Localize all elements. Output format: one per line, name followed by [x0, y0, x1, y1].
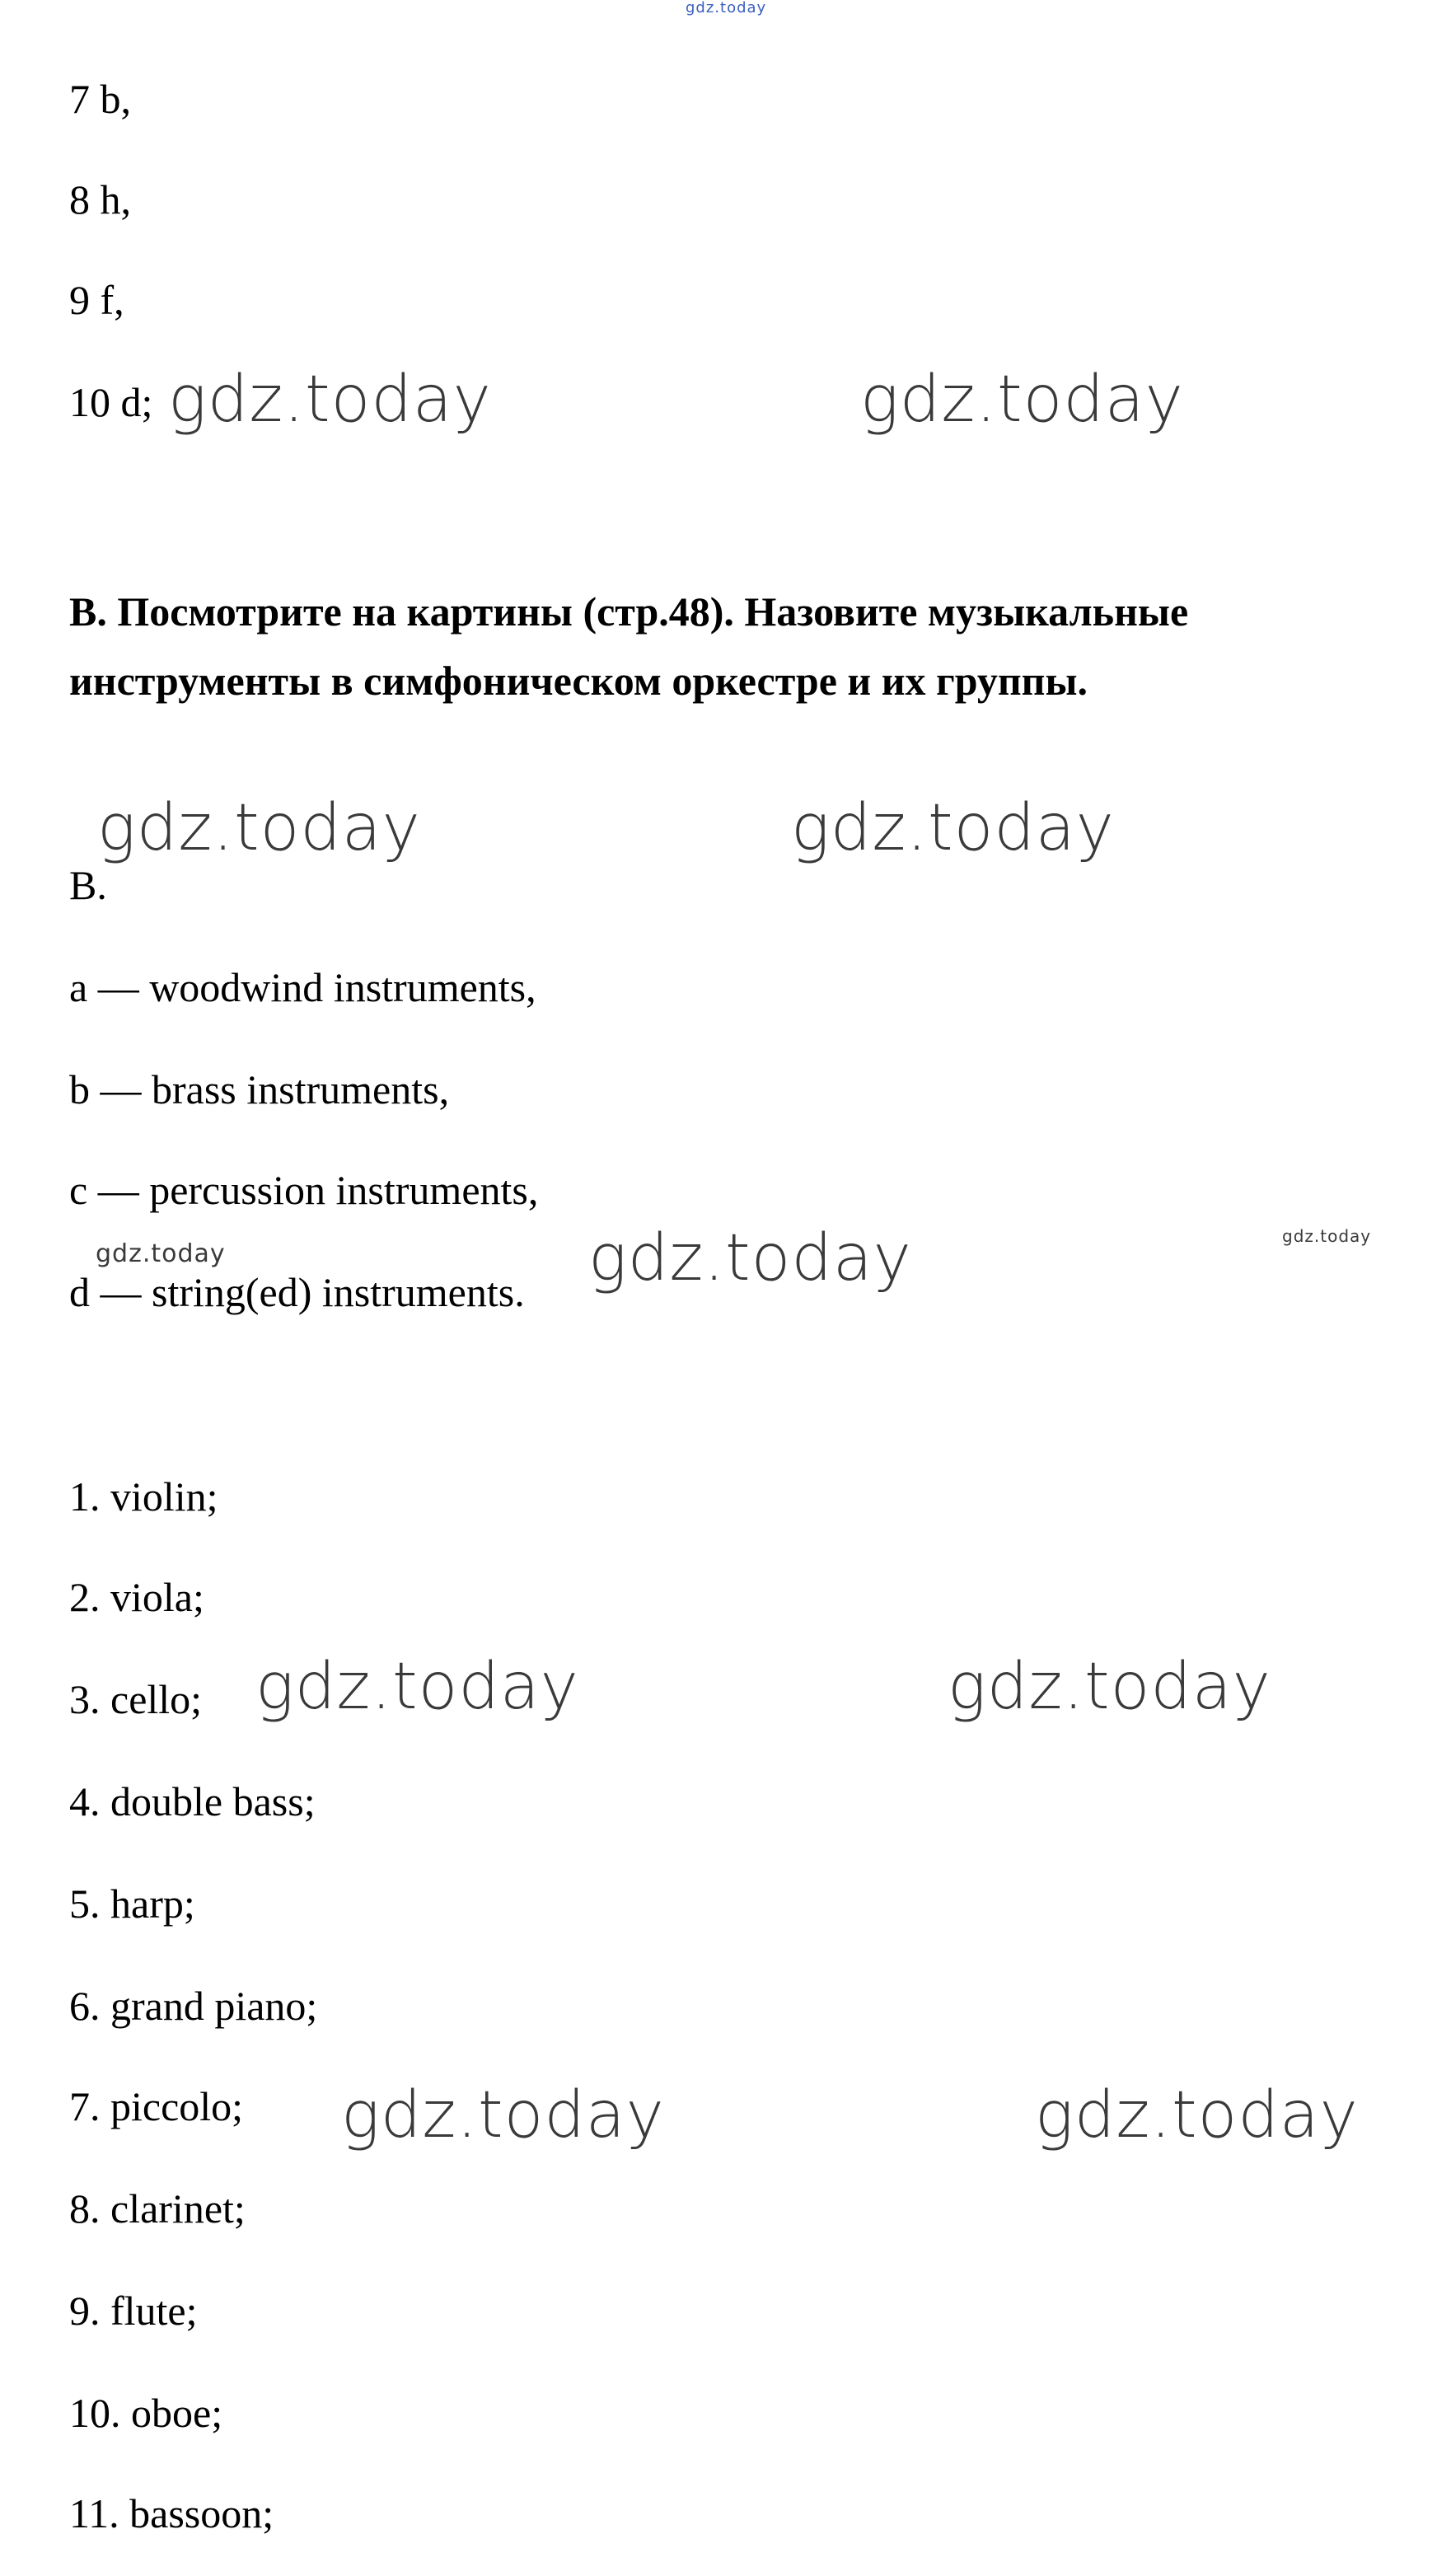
watermark: gdz.today	[588, 1221, 912, 1295]
task-heading-line-2: инструменты в симфоническом оркестре и их группы.	[69, 658, 1088, 704]
watermark: gdz.today	[948, 1650, 1271, 1724]
instrument-item-11: 11. bassoon;	[69, 2490, 274, 2536]
watermark: gdz.today	[791, 791, 1115, 865]
instrument-item-5: 5. harp;	[69, 1880, 195, 1927]
task-heading-line-1: B. Посмотрите на картины (стр.48). Назовите музыкальные	[69, 588, 1189, 635]
group-item-d: d — string(ed) instruments.	[69, 1269, 525, 1315]
answer-line-10: 10 d;	[69, 379, 153, 425]
instrument-item-7: 7. piccolo;	[69, 2083, 244, 2129]
instrument-item-4: 4. double bass;	[69, 1778, 316, 1824]
instrument-item-8: 8. clarinet;	[69, 2185, 246, 2232]
group-item-c: c — percussion instruments,	[69, 1167, 539, 1213]
watermark-tiny: gdz.today	[1282, 1226, 1372, 1246]
watermark: gdz.today	[97, 791, 421, 865]
watermark-top: gdz.today	[686, 0, 767, 16]
watermark: gdz.today	[168, 363, 492, 437]
answer-line-7: 7 b,	[69, 76, 131, 122]
group-item-b: b — brass instruments,	[69, 1066, 450, 1112]
instrument-item-2: 2. viola;	[69, 1574, 204, 1620]
watermark: gdz.today	[255, 1650, 579, 1724]
instrument-item-6: 6. grand piano;	[69, 1983, 318, 2029]
watermark: gdz.today	[341, 2078, 665, 2152]
instrument-item-3: 3. cello;	[69, 1676, 203, 1722]
answer-line-8: 8 h,	[69, 176, 131, 222]
instrument-item-1: 1. violin;	[69, 1473, 218, 1520]
watermark: gdz.today	[1035, 2078, 1359, 2152]
answer-line-9: 9 f,	[69, 277, 124, 323]
watermark: gdz.today	[860, 363, 1184, 437]
instrument-item-10: 10. oboe;	[69, 2390, 223, 2436]
group-item-a: a — woodwind instruments,	[69, 964, 536, 1010]
answer-b-label: B.	[69, 862, 107, 908]
watermark-small: gdz.today	[96, 1239, 226, 1268]
instrument-item-9: 9. flute;	[69, 2288, 198, 2334]
